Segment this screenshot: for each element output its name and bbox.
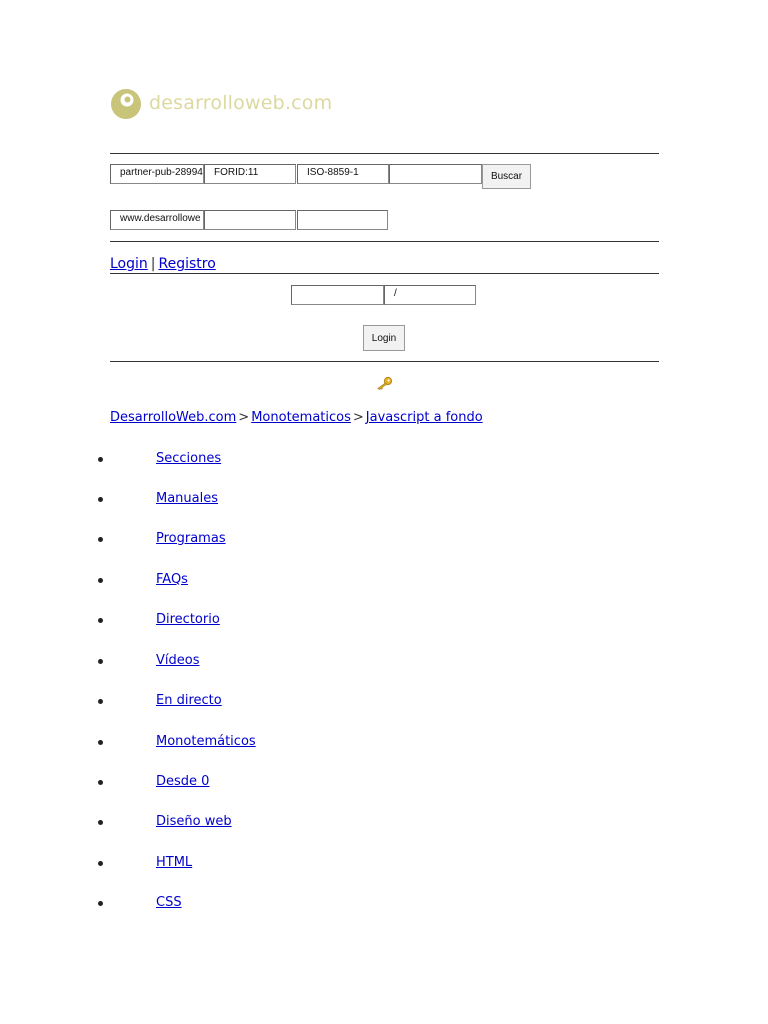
nav-link-monotematicos[interactable]: Monotemáticos bbox=[156, 734, 256, 749]
divider bbox=[110, 273, 659, 274]
nav-link-manuales[interactable]: Manuales bbox=[156, 491, 219, 506]
register-link[interactable]: Registro bbox=[158, 256, 216, 272]
breadcrumb-home[interactable]: DesarrolloWeb.com bbox=[110, 410, 237, 425]
bullet bbox=[98, 659, 103, 664]
auth-separator: | bbox=[150, 256, 156, 272]
breadcrumb-separator: > bbox=[352, 410, 364, 425]
nav-link-desde-0[interactable]: Desde 0 bbox=[156, 774, 210, 789]
key-icon bbox=[375, 376, 393, 390]
nav-link-secciones[interactable]: Secciones bbox=[156, 451, 222, 466]
divider bbox=[110, 241, 659, 242]
login-link[interactable]: Login bbox=[110, 256, 148, 272]
divider bbox=[110, 361, 659, 362]
bullet bbox=[98, 740, 103, 745]
nav-link-programas[interactable]: Programas bbox=[156, 531, 226, 546]
site-logo[interactable] bbox=[109, 86, 349, 124]
bullet bbox=[98, 820, 103, 825]
search-site-field[interactable]: www.desarrollowe bbox=[110, 210, 204, 230]
bullet bbox=[98, 618, 103, 623]
logo-text: desarrolloweb.com bbox=[149, 92, 333, 114]
nav-link-faqs[interactable]: FAQs bbox=[156, 572, 188, 587]
nav-link-en-directo[interactable]: En directo bbox=[156, 693, 222, 708]
logo-ring-icon bbox=[109, 86, 145, 122]
nav-link-diseno-web[interactable]: Diseño web bbox=[156, 814, 232, 829]
nav-link-css[interactable]: CSS bbox=[156, 895, 182, 910]
login-button[interactable]: Login bbox=[363, 325, 405, 351]
breadcrumb-current[interactable]: Javascript a fondo bbox=[365, 410, 483, 425]
username-input[interactable] bbox=[291, 285, 384, 305]
bullet bbox=[98, 861, 103, 866]
search-input[interactable] bbox=[389, 164, 482, 184]
breadcrumb-monotematicos[interactable]: Monotematicos bbox=[251, 410, 351, 425]
search-button[interactable]: Buscar bbox=[482, 164, 531, 189]
bullet bbox=[98, 780, 103, 785]
bullet bbox=[98, 457, 103, 462]
breadcrumb bbox=[110, 410, 483, 425]
password-input[interactable]: / bbox=[384, 285, 476, 305]
search-hidden-field-2[interactable]: FORID:11 bbox=[204, 164, 296, 184]
breadcrumb-separator: > bbox=[238, 410, 250, 425]
bullet bbox=[98, 699, 103, 704]
nav-link-directorio[interactable]: Directorio bbox=[156, 612, 220, 627]
search-extra-field-2[interactable] bbox=[297, 210, 388, 230]
search-extra-field-1[interactable] bbox=[204, 210, 296, 230]
search-hidden-field-1[interactable]: partner-pub-28994 bbox=[110, 164, 204, 184]
divider bbox=[110, 153, 659, 154]
auth-links bbox=[110, 256, 216, 272]
nav-link-html[interactable]: HTML bbox=[156, 855, 193, 870]
bullet bbox=[98, 578, 103, 583]
bullet bbox=[98, 497, 103, 502]
bullet bbox=[98, 537, 103, 542]
nav-link-videos[interactable]: Vídeos bbox=[156, 653, 200, 668]
bullet bbox=[98, 901, 103, 906]
search-hidden-field-3[interactable]: ISO-8859-1 bbox=[297, 164, 389, 184]
